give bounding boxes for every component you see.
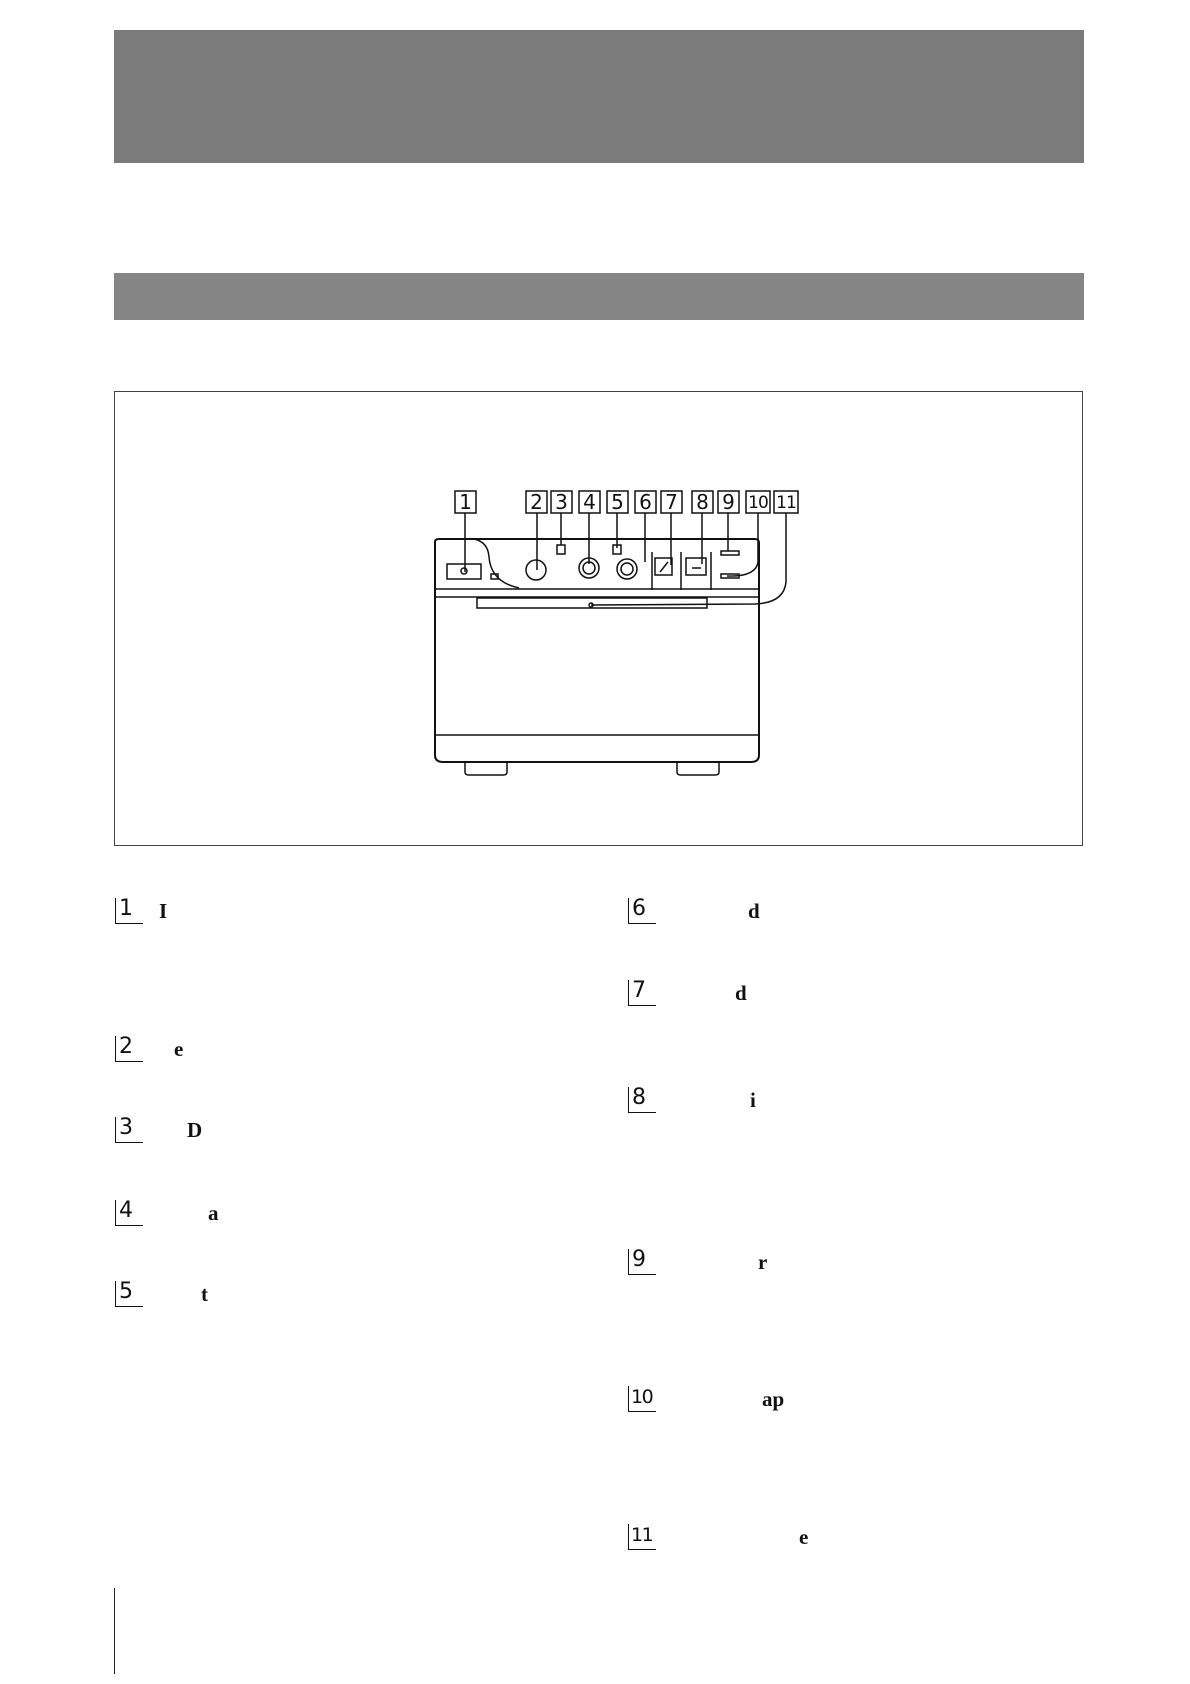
callout-9: 9 — [722, 490, 735, 514]
item-label: d — [748, 899, 760, 923]
item-number: 1 — [115, 898, 143, 924]
section-heading-band — [114, 273, 1084, 320]
item-label: d — [735, 981, 747, 1005]
item-label: i — [750, 1088, 756, 1112]
item-label: r — [758, 1250, 768, 1274]
callout-2: 2 — [530, 490, 543, 514]
item-label: ap — [762, 1387, 785, 1411]
item-label: I — [159, 899, 168, 923]
callout-7: 7 — [665, 490, 678, 514]
callout-10: 10 — [748, 493, 768, 513]
callout-8: 8 — [696, 490, 709, 514]
item-number: 8 — [628, 1087, 656, 1113]
item-label: D — [187, 1118, 203, 1142]
margin-rule — [114, 1588, 115, 1674]
callout-6: 6 — [639, 490, 652, 514]
item-number: 4 — [115, 1200, 143, 1226]
item-label: e — [799, 1525, 809, 1549]
callout-5: 5 — [611, 490, 624, 514]
item-number: 6 — [628, 898, 656, 924]
item-number: 2 — [115, 1036, 143, 1062]
callout-4: 4 — [583, 490, 596, 514]
callout-1: 1 — [459, 490, 472, 514]
callout-11: 11 — [776, 493, 796, 513]
callout-3: 3 — [555, 490, 568, 514]
front-panel-figure — [114, 391, 1083, 846]
item-number: 9 — [628, 1249, 656, 1275]
printer-front-illustration — [115, 392, 1082, 845]
item-number: 11 — [628, 1524, 656, 1550]
item-number: 10 — [628, 1386, 656, 1412]
title-band — [114, 30, 1084, 163]
item-label: t — [201, 1282, 208, 1306]
item-label: e — [174, 1037, 184, 1061]
item-number: 5 — [115, 1281, 143, 1307]
item-label: a — [208, 1201, 219, 1225]
item-number: 7 — [628, 980, 656, 1006]
item-number: 3 — [115, 1117, 143, 1143]
